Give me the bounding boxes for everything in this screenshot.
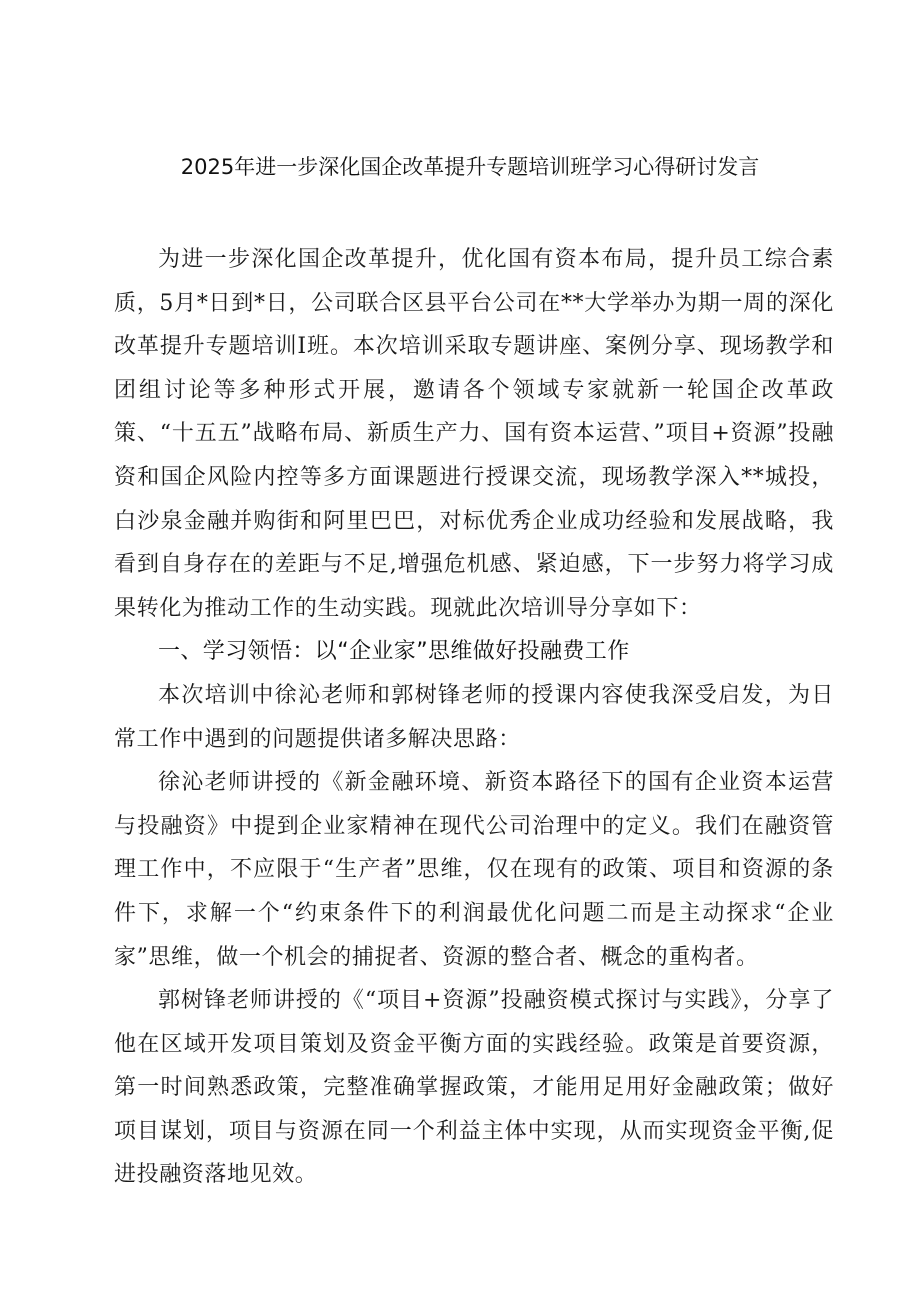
paragraph-xu-qin: 徐沁老师讲授的《新金融环境、新资本路径下的国有企业资本运营与投融资》中提到企业家精神在现代公司治理中的定义。我们在融资管理工作中，不应限于“生产者”思维，仅在现有的政策、项目和资源的条件下，求解一个“约束条件下的利润最优化问题二而是主动探求“企业家”思维，做一个机会的捕捉者、资源的整合者、概念的重构者。	[114, 770, 834, 970]
document-body	[114, 238, 834, 1197]
paragraph-intro: 为进一步深化国企改革提升，优化国有资本布局，提升员工综合素质，5月*日到*日，公司联合区县平台公司在**大学举办为期一周的深化改革提升专题培训I班。本次培训采取专题讲座、案例分享、现场教学和团组讨论等多种形式开展，邀请各个领域专家就新一轮国企改革政策、“十五五”战略布局、新质生产力、国有资本运营、”项目+资源”投融资和国企风险内控等多方面课题进行授课交流，现场教学深入**城投，白沙泉金融并购街和阿里巴巴，对标优秀企业成功经验和发展战略，我看到自身存在的差距与不足,增强危机感、紧迫感，下一步努力将学习成果转化为推动工作的生动实践。现就此次培训导分享如下：	[114, 247, 834, 621]
paragraph-guo-shufeng: 郭树锋老师讲授的《“项目+资源”投融资模式探讨与实践》，分享了他在区域开发项目策划及资金平衡方面的实践经验。政策是首要资源，第一时间熟悉政策，完整准确掌握政策，才能用足用好金融政策；做好项目谋划，项目与资源在同一个利益主体中实现，从而实现资金平衡,促进投融资落地见效。	[114, 988, 834, 1188]
paragraph-overview: 本次培训中徐沁老师和郭树锋老师的授课内容使我深受启发，为日常工作中遇到的问题提供诸多解决思路：	[114, 682, 834, 752]
document-title: 2025年进一步深化国企改革提升专题培训班学习心得研讨发言	[180, 155, 760, 179]
section-heading-1: 一、学习领悟：以“企业家”思维做好投融费工作	[158, 639, 630, 665]
